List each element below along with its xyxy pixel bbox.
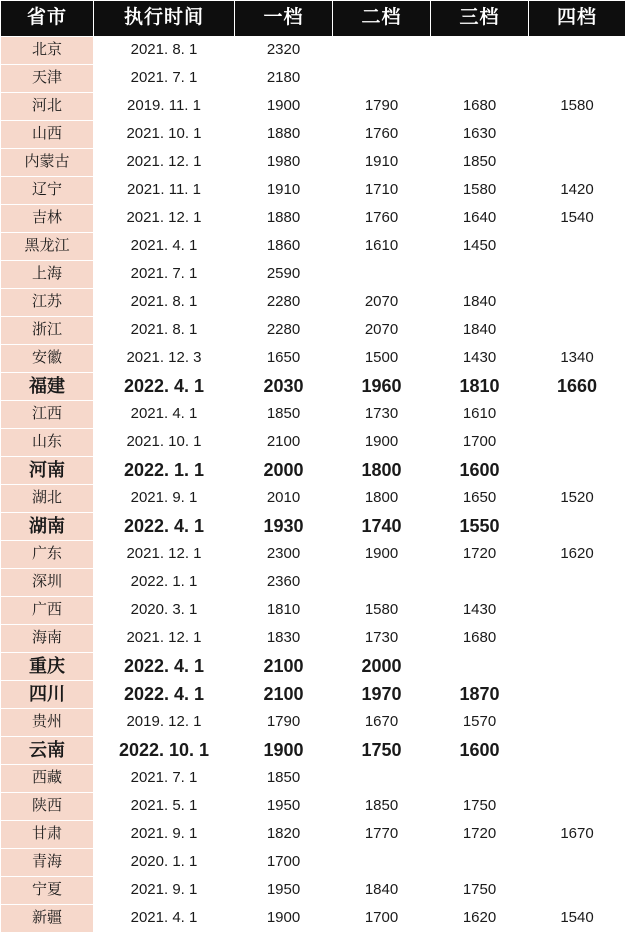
cell-tier-4 <box>529 793 625 821</box>
table-row <box>1 93 625 121</box>
table-row <box>1 177 625 205</box>
cell-tier-2 <box>333 37 431 65</box>
table-row <box>1 261 625 289</box>
cell-tier-4: 1620 <box>529 541 625 569</box>
cell-tier-4 <box>529 317 625 345</box>
cell-effective-date: 2021. 10. 1 <box>94 429 235 457</box>
cell-tier-2: 1900 <box>333 429 431 457</box>
cell-tier-4 <box>529 233 625 261</box>
cell-effective-date: 2022. 4. 1 <box>94 513 235 541</box>
table-row <box>1 233 625 261</box>
table-row <box>1 401 625 429</box>
cell-tier-2: 1840 <box>333 877 431 905</box>
cell-province: 江西 <box>1 401 94 429</box>
cell-effective-date: 2021. 12. 1 <box>94 541 235 569</box>
cell-tier-1: 1650 <box>235 345 333 373</box>
cell-tier-1: 1980 <box>235 149 333 177</box>
cell-tier-2: 1800 <box>333 457 431 485</box>
cell-province: 西藏 <box>1 765 94 793</box>
cell-province: 四川 <box>1 681 94 709</box>
cell-tier-2: 2000 <box>333 653 431 681</box>
cell-tier-1: 2280 <box>235 289 333 317</box>
table-row <box>1 541 625 569</box>
table-row <box>1 373 625 401</box>
cell-tier-3: 1680 <box>431 93 529 121</box>
cell-tier-1: 1860 <box>235 233 333 261</box>
cell-tier-2: 2070 <box>333 317 431 345</box>
cell-effective-date: 2021. 12. 1 <box>94 205 235 233</box>
cell-tier-1: 2010 <box>235 485 333 513</box>
table-row <box>1 65 625 93</box>
cell-tier-2 <box>333 65 431 93</box>
cell-tier-4 <box>529 597 625 625</box>
cell-tier-4 <box>529 877 625 905</box>
cell-tier-3: 1810 <box>431 373 529 401</box>
cell-tier-1: 2100 <box>235 681 333 709</box>
cell-tier-3: 1750 <box>431 793 529 821</box>
cell-province: 河南 <box>1 457 94 485</box>
cell-tier-4: 1420 <box>529 177 625 205</box>
cell-tier-2: 1770 <box>333 821 431 849</box>
table-row <box>1 625 625 653</box>
table-row <box>1 205 625 233</box>
cell-effective-date: 2021. 8. 1 <box>94 37 235 65</box>
cell-tier-1: 1880 <box>235 205 333 233</box>
table-row <box>1 877 625 905</box>
cell-effective-date: 2019. 11. 1 <box>94 93 235 121</box>
cell-province: 天津 <box>1 65 94 93</box>
cell-tier-1: 2100 <box>235 429 333 457</box>
table-row <box>1 765 625 793</box>
cell-tier-4: 1660 <box>529 373 625 401</box>
cell-effective-date: 2021. 7. 1 <box>94 261 235 289</box>
table-row <box>1 737 625 765</box>
cell-tier-3: 1580 <box>431 177 529 205</box>
cell-tier-4 <box>529 261 625 289</box>
cell-tier-2: 1900 <box>333 541 431 569</box>
cell-tier-1: 1950 <box>235 793 333 821</box>
cell-tier-2: 1710 <box>333 177 431 205</box>
column-header-tier-4: 四档 <box>529 1 625 37</box>
table-row <box>1 653 625 681</box>
cell-tier-2 <box>333 261 431 289</box>
cell-tier-4 <box>529 289 625 317</box>
cell-tier-1: 1850 <box>235 765 333 793</box>
cell-province: 甘肃 <box>1 821 94 849</box>
cell-tier-3: 1450 <box>431 233 529 261</box>
table-row <box>1 429 625 457</box>
cell-tier-2: 1760 <box>333 205 431 233</box>
cell-province: 湖南 <box>1 513 94 541</box>
cell-effective-date: 2021. 12. 1 <box>94 625 235 653</box>
cell-province: 广东 <box>1 541 94 569</box>
cell-effective-date: 2021. 8. 1 <box>94 317 235 345</box>
cell-tier-2: 1790 <box>333 93 431 121</box>
cell-effective-date: 2021. 4. 1 <box>94 233 235 261</box>
cell-tier-3: 1700 <box>431 429 529 457</box>
cell-tier-3 <box>431 569 529 597</box>
table-row <box>1 709 625 737</box>
cell-effective-date: 2021. 9. 1 <box>94 821 235 849</box>
column-header-effective-date: 执行时间 <box>94 1 235 37</box>
table-row <box>1 513 625 541</box>
table-row <box>1 289 625 317</box>
table-body <box>1 37 625 933</box>
cell-province: 广西 <box>1 597 94 625</box>
cell-province: 黑龙江 <box>1 233 94 261</box>
cell-effective-date: 2020. 1. 1 <box>94 849 235 877</box>
cell-province: 吉林 <box>1 205 94 233</box>
cell-tier-3: 1620 <box>431 905 529 933</box>
table-row <box>1 793 625 821</box>
cell-province: 辽宁 <box>1 177 94 205</box>
table-row <box>1 317 625 345</box>
cell-tier-3 <box>431 261 529 289</box>
cell-tier-3: 1600 <box>431 457 529 485</box>
cell-tier-4 <box>529 569 625 597</box>
cell-tier-3: 1570 <box>431 709 529 737</box>
cell-tier-2: 1670 <box>333 709 431 737</box>
table-row <box>1 569 625 597</box>
cell-tier-4 <box>529 765 625 793</box>
cell-effective-date: 2019. 12. 1 <box>94 709 235 737</box>
cell-tier-1: 1850 <box>235 401 333 429</box>
cell-tier-1: 2000 <box>235 457 333 485</box>
cell-tier-3 <box>431 65 529 93</box>
cell-tier-3 <box>431 37 529 65</box>
cell-province: 深圳 <box>1 569 94 597</box>
cell-effective-date: 2022. 1. 1 <box>94 457 235 485</box>
cell-effective-date: 2021. 4. 1 <box>94 401 235 429</box>
cell-effective-date: 2022. 4. 1 <box>94 373 235 401</box>
cell-tier-2 <box>333 765 431 793</box>
cell-tier-1: 2180 <box>235 65 333 93</box>
cell-tier-2: 2070 <box>333 289 431 317</box>
table-row <box>1 681 625 709</box>
cell-province: 新疆 <box>1 905 94 933</box>
table-row <box>1 905 625 933</box>
column-header-province: 省市 <box>1 1 94 37</box>
cell-effective-date: 2021. 7. 1 <box>94 65 235 93</box>
cell-tier-1: 1900 <box>235 905 333 933</box>
cell-effective-date: 2021. 7. 1 <box>94 765 235 793</box>
cell-province: 山东 <box>1 429 94 457</box>
table-row <box>1 121 625 149</box>
cell-tier-3 <box>431 765 529 793</box>
table-header <box>1 1 625 37</box>
cell-tier-2: 1960 <box>333 373 431 401</box>
cell-province: 福建 <box>1 373 94 401</box>
cell-effective-date: 2020. 3. 1 <box>94 597 235 625</box>
cell-tier-3: 1840 <box>431 289 529 317</box>
cell-effective-date: 2021. 10. 1 <box>94 121 235 149</box>
cell-tier-1: 2030 <box>235 373 333 401</box>
cell-tier-4 <box>529 37 625 65</box>
cell-tier-4: 1340 <box>529 345 625 373</box>
cell-tier-3: 1750 <box>431 877 529 905</box>
cell-tier-3: 1550 <box>431 513 529 541</box>
cell-province: 山西 <box>1 121 94 149</box>
cell-tier-4 <box>529 653 625 681</box>
column-header-tier-2: 二档 <box>333 1 431 37</box>
cell-tier-4: 1540 <box>529 205 625 233</box>
cell-province: 安徽 <box>1 345 94 373</box>
cell-tier-2: 1970 <box>333 681 431 709</box>
cell-province: 宁夏 <box>1 877 94 905</box>
cell-effective-date: 2022. 4. 1 <box>94 653 235 681</box>
cell-tier-3: 1610 <box>431 401 529 429</box>
cell-tier-2: 1850 <box>333 793 431 821</box>
cell-tier-1: 1880 <box>235 121 333 149</box>
cell-effective-date: 2022. 10. 1 <box>94 737 235 765</box>
cell-tier-3: 1430 <box>431 597 529 625</box>
cell-province: 浙江 <box>1 317 94 345</box>
cell-tier-1: 1820 <box>235 821 333 849</box>
cell-province: 贵州 <box>1 709 94 737</box>
table-row <box>1 597 625 625</box>
cell-tier-1: 1830 <box>235 625 333 653</box>
cell-province: 青海 <box>1 849 94 877</box>
cell-tier-4 <box>529 65 625 93</box>
cell-tier-1: 1910 <box>235 177 333 205</box>
cell-tier-3: 1630 <box>431 121 529 149</box>
cell-tier-4 <box>529 625 625 653</box>
cell-tier-4: 1520 <box>529 485 625 513</box>
cell-tier-1: 2280 <box>235 317 333 345</box>
cell-tier-3: 1840 <box>431 317 529 345</box>
cell-tier-3 <box>431 653 529 681</box>
column-header-tier-3: 三档 <box>431 1 529 37</box>
table-row <box>1 849 625 877</box>
cell-tier-1: 1790 <box>235 709 333 737</box>
cell-tier-4: 1540 <box>529 905 625 933</box>
cell-tier-4 <box>529 401 625 429</box>
cell-province: 重庆 <box>1 653 94 681</box>
cell-tier-4 <box>529 737 625 765</box>
cell-tier-1: 1900 <box>235 737 333 765</box>
cell-effective-date: 2022. 1. 1 <box>94 569 235 597</box>
cell-tier-2: 1700 <box>333 905 431 933</box>
cell-tier-2: 1740 <box>333 513 431 541</box>
cell-tier-2: 1610 <box>333 233 431 261</box>
cell-effective-date: 2021. 9. 1 <box>94 485 235 513</box>
cell-province: 海南 <box>1 625 94 653</box>
cell-tier-4 <box>529 149 625 177</box>
cell-province: 北京 <box>1 37 94 65</box>
cell-tier-2: 1910 <box>333 149 431 177</box>
column-header-tier-1: 一档 <box>235 1 333 37</box>
cell-tier-2: 1800 <box>333 485 431 513</box>
cell-tier-4 <box>529 681 625 709</box>
cell-effective-date: 2022. 4. 1 <box>94 681 235 709</box>
cell-tier-4 <box>529 513 625 541</box>
cell-effective-date: 2021. 8. 1 <box>94 289 235 317</box>
cell-effective-date: 2021. 12. 1 <box>94 149 235 177</box>
cell-tier-4: 1670 <box>529 821 625 849</box>
cell-tier-2: 1760 <box>333 121 431 149</box>
cell-province: 江苏 <box>1 289 94 317</box>
cell-tier-4 <box>529 121 625 149</box>
cell-tier-3: 1430 <box>431 345 529 373</box>
cell-tier-1: 2320 <box>235 37 333 65</box>
cell-tier-2 <box>333 849 431 877</box>
cell-tier-3: 1640 <box>431 205 529 233</box>
cell-tier-1: 1950 <box>235 877 333 905</box>
cell-tier-4: 1580 <box>529 93 625 121</box>
cell-tier-1: 2100 <box>235 653 333 681</box>
cell-tier-1: 1700 <box>235 849 333 877</box>
table-row <box>1 345 625 373</box>
cell-tier-4 <box>529 709 625 737</box>
cell-effective-date: 2021. 4. 1 <box>94 905 235 933</box>
cell-tier-1: 1900 <box>235 93 333 121</box>
cell-tier-2 <box>333 569 431 597</box>
table-row <box>1 485 625 513</box>
cell-tier-2: 1750 <box>333 737 431 765</box>
cell-tier-3: 1720 <box>431 541 529 569</box>
cell-tier-1: 2360 <box>235 569 333 597</box>
cell-tier-3: 1650 <box>431 485 529 513</box>
cell-province: 内蒙古 <box>1 149 94 177</box>
cell-province: 河北 <box>1 93 94 121</box>
table-row <box>1 457 625 485</box>
cell-effective-date: 2021. 9. 1 <box>94 877 235 905</box>
table-row <box>1 149 625 177</box>
cell-province: 陕西 <box>1 793 94 821</box>
cell-effective-date: 2021. 5. 1 <box>94 793 235 821</box>
cell-tier-4 <box>529 849 625 877</box>
cell-tier-2: 1730 <box>333 625 431 653</box>
cell-tier-2: 1500 <box>333 345 431 373</box>
cell-tier-1: 2300 <box>235 541 333 569</box>
cell-tier-3: 1600 <box>431 737 529 765</box>
cell-tier-3: 1720 <box>431 821 529 849</box>
cell-tier-1: 2590 <box>235 261 333 289</box>
cell-tier-3: 1870 <box>431 681 529 709</box>
cell-tier-2: 1730 <box>333 401 431 429</box>
cell-tier-4 <box>529 457 625 485</box>
cell-province: 云南 <box>1 737 94 765</box>
cell-tier-1: 1810 <box>235 597 333 625</box>
cell-tier-1: 1930 <box>235 513 333 541</box>
cell-tier-4 <box>529 429 625 457</box>
cell-effective-date: 2021. 12. 3 <box>94 345 235 373</box>
cell-province: 湖北 <box>1 485 94 513</box>
cell-tier-3 <box>431 849 529 877</box>
table-header-row <box>1 1 625 37</box>
cell-effective-date: 2021. 11. 1 <box>94 177 235 205</box>
cell-tier-3: 1850 <box>431 149 529 177</box>
cell-tier-3: 1680 <box>431 625 529 653</box>
table-row <box>1 37 625 65</box>
table-row <box>1 821 625 849</box>
cell-tier-2: 1580 <box>333 597 431 625</box>
cell-province: 上海 <box>1 261 94 289</box>
